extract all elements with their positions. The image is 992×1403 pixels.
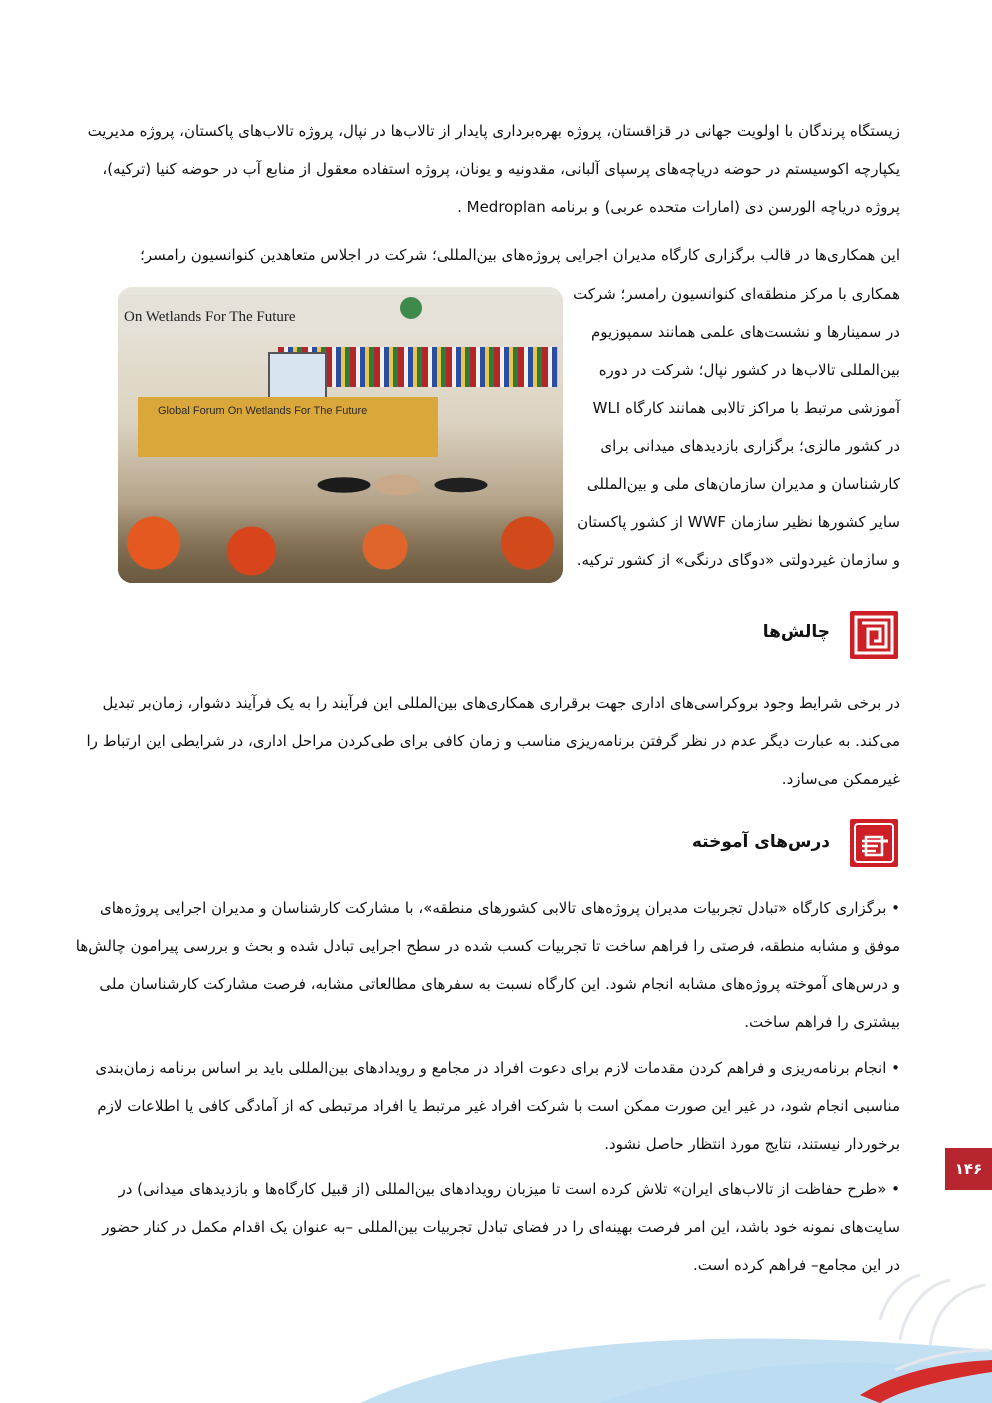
text-line: و درس‌های آموخته پروژه‌های مشابه انجام شود. این کارگاه نسبت به سفرهای مطالعاتی مشابه، فرصت مشارکت کارشناسان ملی [99,975,900,993]
text-line: آموزشی مرتبط با مراکز تالابی همانند کارگاه WLI [592,399,900,417]
paragraph-top [87,112,900,226]
text-line: غیرممکن می‌سازد. [781,770,900,788]
text-line: همکاری با مرکز منطقه‌ای کنوانسیون رامسر؛ شرکت [573,285,900,303]
text-line: در سمینارها و نشست‌های علمی همانند سمپوزیوم [590,323,900,341]
text-line: موفق و مشابه منطقه، فرصتی را فراهم ساخت تا تجربیات کسب شده در سطح اجرایی تبادل شده و بحث و بررسی پیرامون چالش‌ها [75,937,900,955]
paragraph-challenges [86,684,900,798]
paragraph-intro [120,236,900,274]
text-line: و سازمان غیردولتی «دوگای درنگی» از کشور ترکیه. [576,551,900,569]
text-line: • انجام برنامه‌ریزی و فراهم کردن مقدمات لازم برای دعوت افراد در مجامع و رویدادهای بین‌المللی باید بر اساس برنامه زمان‌بندی [95,1059,900,1077]
text-line: کارشناسان و مدیران سازمان‌های ملی و بین‌المللی [586,475,900,493]
text-line: بین‌المللی تالاب‌ها در کشور نپال؛ شرکت در دوره [598,361,900,379]
text-line: • برگزاری کارگاه «تبادل تجربیات مدیران پروژه‌های تالابی کشورهای منطقه»، با مشارکت کارشناسان و مدیران اجرایی پروژه‌های [99,899,900,917]
lessons-bullet-1 [75,889,900,1041]
text-line: می‌کند. به عبارت دیگر عدم در نظر گرفتن برنامه‌ریزی مناسب و زمان کافی برای طی‌کردن مراحل اداری، در شرایطی این ارتباط را [86,732,900,750]
organization-logo [400,297,422,319]
text-line: برخوردار نیستند، نتایج مورد انتظار حاصل نشود. [604,1135,900,1153]
text-line: مناسبی انجام شود، در غیر این صورت ممکن است با شرکت افراد غیر مرتبط یا افراد مرتبطی که از آمادگی کافی یا اطلاعات لازم [97,1097,900,1115]
text-line: سایت‌های نمونه خود باشد، این امر فرصت بهینه‌ای را در فضای تبادل تجربیات بین‌المللی –به عنوان یک اقدام مکمل در کنار حضور [102,1218,900,1236]
text-line: زیستگاه پرندگان با اولویت جهانی در قزاقستان، پروژه بهره‌برداری پایدار از تالاب‌ها در نپال، پروژه تالاب‌های پاکستان، پروژه مدیریت [87,122,900,140]
lessons-bullet-3 [102,1170,900,1284]
text-line: • «طرح حفاظت از تالاب‌های ایران» تلاش کرده است تا میزبان رویدادهای بین‌المللی (از قبیل کارگاه‌ها و بازدیدهای میدانی) در [118,1180,900,1198]
paragraph-side [573,275,900,579]
projection-screen [268,352,327,401]
section-title-challenges: چالش‌ها [762,622,830,642]
text-line: سایر کشورها نظیر سازمان WWF از کشور پاکستان [577,513,900,531]
lessons-bullet-2 [95,1049,900,1163]
photo-banner-text: On Wetlands For The Future [124,309,296,325]
text-line: این همکاری‌ها در قالب برگزاری کارگاه مدیران اجرایی پروژه‌های بین‌المللی؛ شرکت در اجلاس متعاهدین کنوانسیون رامسر؛ [140,246,900,264]
pointing-hand-icon [850,819,898,867]
text-line: یکپارچه اکوسیستم در حوضه دریاچه‌های پرسپای آلبانی، مقدونیه و یونان، پروژه استفاده معقول از منابع آب در حوضه کنیا (ترکیه)، [102,160,900,178]
text-line: پروژه دریاچه الورسن دی (امارات متحده عربی) و برنامه Medroplan . [457,198,900,216]
conference-photo [118,287,563,583]
text-line: در برخی شرایط وجود بروکراسی‌های اداری جهت برقراری همکاری‌های بین‌المللی این فرآیند را به یک فرآیند دشوار، زمان‌بر تبدیل [102,694,900,712]
text-line: در کشور مالزی؛ برگزاری بازدیدهای میدانی برای [600,437,900,455]
section-title-lessons: درس‌های آموخته [691,832,830,852]
page-number: ۱۴۶ [945,1148,992,1190]
text-line: بیشتری را فراهم ساخت. [744,1013,900,1031]
text-line: در این مجامع– فراهم کرده است. [692,1256,900,1274]
flower-arrangements [118,503,563,583]
table-banner-text: Global Forum On Wetlands For The Future [158,405,368,417]
maze-icon [850,611,898,659]
